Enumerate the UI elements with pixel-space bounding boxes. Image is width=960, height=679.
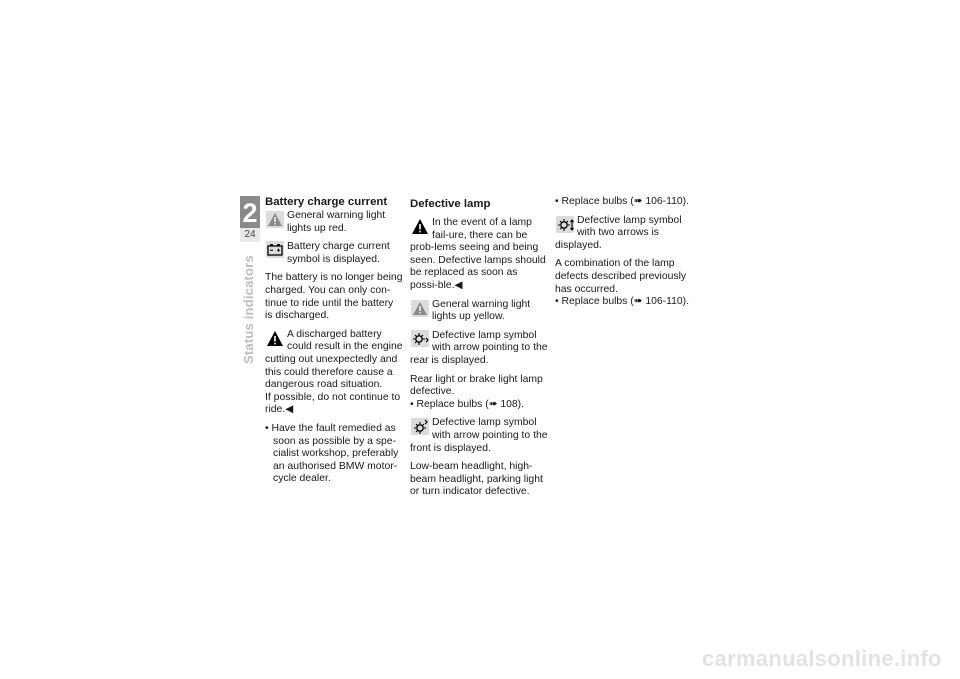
chapter-number: 2 — [240, 196, 260, 230]
heading-lamp: Defective lamp — [410, 198, 491, 210]
warning-triangle-icon — [411, 300, 429, 317]
warning-triangle-icon — [266, 330, 284, 347]
chapter-sidebar — [240, 196, 260, 366]
text-battery-symbol: Battery charge current symbol is displayed. — [287, 241, 390, 265]
heading-battery: Battery charge current — [265, 196, 388, 208]
column-battery — [265, 196, 403, 492]
chapter-title: Status indicators — [241, 255, 256, 364]
bullet-replace-106-110-a: • Replace bulbs (➠ 106-110). — [555, 196, 690, 207]
bullet-replace-106-110-b: • Replace bulbs (➠ 106-110). — [555, 296, 690, 308]
watermark: carmanualsonline.info — [702, 646, 942, 671]
text-combination: A combination of the lamp defects described previously has occurred. — [555, 258, 687, 295]
text-lamp-rear: Defective lamp symbol with arrow pointing to the rear is displayed. — [410, 329, 548, 366]
text-warning-red: General warning light lights up red. — [287, 210, 386, 234]
text-low-beam: Low-beam headlight, high-beam headlight, parking light or turn indicator defective. — [410, 461, 543, 498]
lamp-two-arrows-icon — [556, 216, 574, 233]
text-discharged-warning: A discharged battery could result in the engine cutting out unexpectedly and this could therefore cause a dangerous road situation. — [265, 328, 403, 391]
text-lamp-failure: In the event of a lamp fail-ure, there can be prob-lems seeing and being seen. Defective lamps should be replaced as soon as possi-ble.◀ — [410, 217, 546, 291]
text-do-not-ride: If possible, do not continue to ride.◀ — [265, 391, 401, 416]
lamp-front-arrow-icon — [411, 418, 429, 435]
text-lamp-two-arrows: Defective lamp symbol with two arrows is displayed. — [555, 214, 682, 251]
column-lamp-continued — [555, 196, 693, 315]
page-number: 24 — [240, 228, 260, 242]
text-lamp-front: Defective lamp symbol with arrow pointing to the front is displayed. — [410, 417, 548, 454]
text-warning-yellow: General warning light lights up yellow. — [432, 298, 531, 323]
column-lamp — [410, 196, 548, 505]
battery-icon — [266, 241, 284, 258]
warning-triangle-icon — [411, 218, 429, 235]
warning-triangle-icon — [266, 211, 284, 228]
lamp-rear-arrow-icon — [411, 330, 429, 347]
text-not-charged: The battery is no longer being charged. You can only con-tinue to ride until the battery is discharged. — [265, 272, 403, 322]
bullet-remedy: • Have the fault remedied as soon as possible by a spe-cialist workshop, preferably an authorised BMW motor-cycle dealer. — [265, 422, 399, 485]
text-rear-brake: Rear light or brake light lamp defective. — [410, 373, 543, 398]
bullet-replace-108: • Replace bulbs (➠ 108). — [410, 398, 524, 410]
